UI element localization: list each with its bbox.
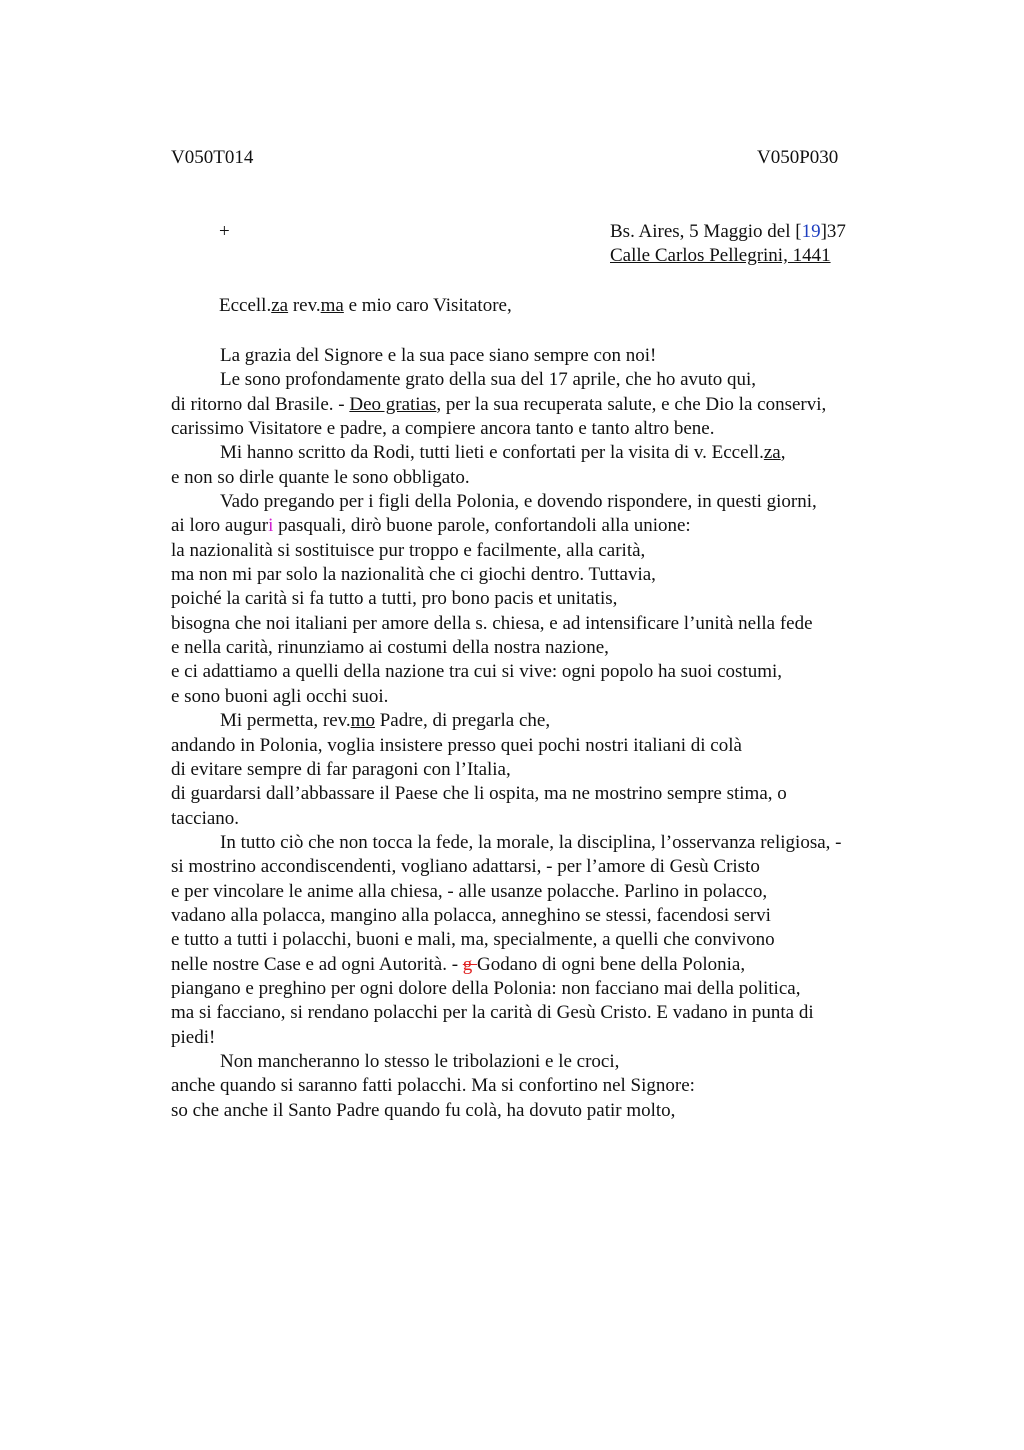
salutation-rest: e mio caro Visitatore, [343, 295, 512, 316]
underlined-phrase: Deo gratias [349, 393, 437, 415]
body-line: Le sono profondamente grato della sua del 17 aprile, che ho avuto qui, [220, 369, 757, 391]
body-line: e tutto a tutti i polacchi, buoni e mali, ma, specialmente, a quelli che convivono [171, 929, 775, 951]
doc-code-left: V050T014 [171, 147, 254, 168]
dateline-suffix: ]37 [820, 221, 846, 242]
body-line: e sono buoni agli occhi suoi. [171, 685, 389, 707]
salutation [219, 294, 512, 318]
body-line [171, 514, 911, 538]
body-line: carissimo Visitatore e padre, a compiere ancora tanto e tanto altro bene. [171, 418, 715, 440]
dateline [610, 220, 846, 244]
body-line: e ci adattiamo a quelli della nazione tra cui si vive: ogni popolo ha suoi costumi, [171, 661, 783, 683]
doc-code-right: V050P030 [757, 147, 839, 168]
text-run: ai loro augur [171, 515, 269, 537]
salutation-w1: Eccell. [219, 295, 272, 316]
body-line: si mostrino accondiscendenti, vogliano adattarsi, - per l’amore di Gesù Cristo [171, 856, 760, 878]
cross-mark: + [219, 221, 230, 242]
body-line: Non mancheranno lo stesso le tribolazioni e le croci, [220, 1050, 620, 1072]
inserted-letter: i [268, 515, 274, 537]
address-line: Calle Carlos Pellegrini, 1441 [610, 245, 831, 266]
text-run: Mi hanno scritto da Rodi, tutti lieti e confortati per la visita di v. Eccell. [220, 442, 764, 464]
body-line: di guardarsi dall’abbassare il Paese che li ospita, ma ne mostrino sempre stima, o [171, 783, 787, 805]
underlined-abbr: za [763, 442, 781, 464]
underlined-abbr: mo [350, 710, 375, 732]
salutation-w1-abbr: za [271, 295, 289, 316]
body-line: ma si facciano, si rendano polacchi per la carità di Gesù Cristo. E vadano in punta di [171, 1002, 814, 1024]
body-line: bisogna che noi italiani per amore della s. chiesa, e ad intensificare l’unità nella fede [171, 612, 813, 634]
body-line: In tutto ciò che non tocca la fede, la morale, la disciplina, l’osservanza religiosa, - [220, 831, 842, 853]
text-run: di ritorno dal Brasile. - [171, 393, 350, 415]
body-line: di evitare sempre di far paragoni con l’Italia, [171, 758, 511, 780]
body-line: andando in Polonia, voglia insistere presso quei pochi nostri italiani di colà [171, 734, 742, 756]
body-line: Vado pregando per i figli della Polonia, e dovendo rispondere, in questi giorni, [220, 491, 817, 513]
deleted-letter: g [462, 953, 478, 975]
body-line [171, 393, 911, 417]
body-line [171, 709, 911, 733]
salutation-w2: rev. [288, 295, 321, 316]
body-line: piangano e preghino per ogni dolore della Polonia: non facciano mai della politica, [171, 977, 801, 999]
text-run: Godano di ogni bene della Polonia, [477, 953, 746, 975]
body-line: ma non mi par solo la nazionalità che ci giochi dentro. Tuttavia, [171, 564, 656, 586]
body-line: La grazia del Signore e la sua pace siano sempre con noi! [220, 345, 657, 366]
dateline-prefix: Bs. Aires, 5 Maggio del [ [610, 221, 802, 242]
body-line: so che anche il Santo Padre quando fu colà, ha dovuto patir molto, [171, 1099, 676, 1121]
dateline-year-insert: 19 [801, 221, 821, 242]
text-run: nelle nostre Case e ad ogni Autorità. - [171, 953, 463, 975]
letter-body [171, 344, 911, 1123]
text-run: Padre, di pregarla che, [374, 710, 551, 732]
salutation-w2-abbr: ma [320, 295, 344, 316]
body-line [171, 441, 911, 465]
text-run: , per la sua recuperata salute, e che Dio la conservi, [436, 393, 827, 415]
text-run: , [780, 442, 786, 464]
body-line: vadano alla polacca, mangino alla polacca, anneghino se stessi, facendosi servi [171, 904, 771, 926]
body-line [171, 953, 911, 977]
body-line: e per vincolare le anime alla chiesa, - alle usanze polacche. Parlino in polacco, [171, 880, 768, 902]
body-line: tacciano. [171, 807, 240, 829]
body-line: la nazionalità si sostituisce pur troppo e facilmente, alla carità, [171, 539, 646, 561]
body-line: e nella carità, rinunziamo ai costumi della nostra nazione, [171, 637, 609, 659]
body-line: anche quando si saranno fatti polacchi. Ma si confortino nel Signore: [171, 1075, 695, 1097]
body-line: poiché la carità si fa tutto a tutti, pro bono pacis et unitatis, [171, 588, 618, 610]
body-line: e non so dirle quante le sono obbligato. [171, 466, 470, 488]
text-run: pasquali, dirò buone parole, confortandoli alla unione: [273, 515, 691, 537]
text-run: Mi permetta, rev. [220, 710, 351, 732]
body-line: piedi! [171, 1026, 216, 1048]
